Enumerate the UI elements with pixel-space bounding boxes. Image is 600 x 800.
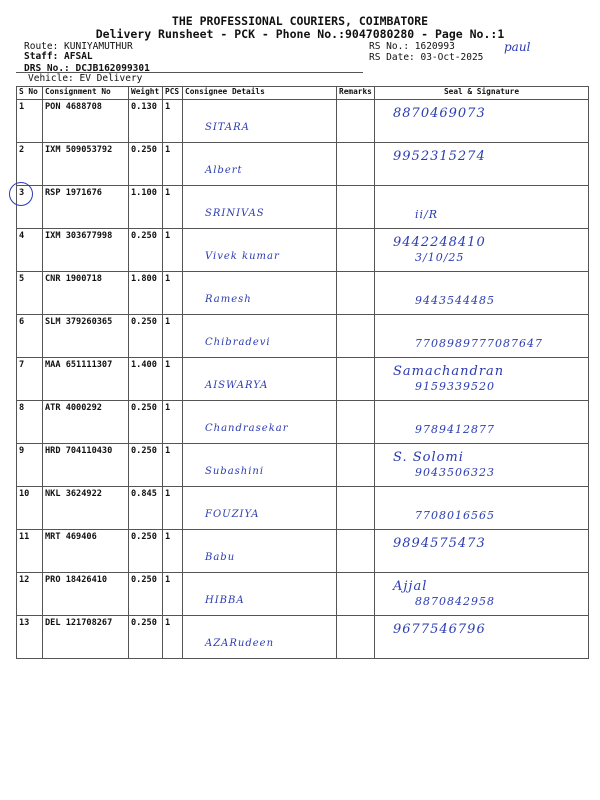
row-pcs: 1 [163, 100, 183, 143]
row-sno: 9 [17, 444, 43, 487]
row-pcs: 1 [163, 272, 183, 315]
consignee-handwriting: SRINIVAS [205, 208, 265, 219]
table-row [17, 100, 589, 143]
table-row [17, 444, 589, 487]
row-weight: 0.250 [129, 315, 163, 358]
signature-handwriting: 9894575473 [393, 536, 486, 551]
row-weight: 1.400 [129, 358, 163, 401]
row-remarks [337, 616, 375, 659]
signature-handwriting-secondary: ii/R [415, 208, 439, 221]
row-consignee [183, 358, 337, 401]
table-row [17, 530, 589, 573]
signature-handwriting-secondary: 3/10/25 [415, 251, 465, 264]
row-sno: 10 [17, 487, 43, 530]
row-weight: 0.250 [129, 143, 163, 186]
consignee-handwriting: AZARudeen [205, 638, 275, 649]
row-remarks [337, 573, 375, 616]
col-sno: S No [17, 87, 43, 100]
row-signature [375, 358, 589, 401]
row-consignment-no: MAA 651111307 [43, 358, 129, 401]
row-consignee [183, 616, 337, 659]
row-consignment-no: RSP 1971676 [43, 186, 129, 229]
row-signature [375, 401, 589, 444]
consignee-handwriting: Subashini [205, 466, 265, 477]
row-remarks [337, 530, 375, 573]
row-consignee [183, 186, 337, 229]
signature-handwriting-secondary: 9043506323 [415, 466, 495, 479]
row-consignee [183, 530, 337, 573]
row-remarks [337, 186, 375, 229]
signature-handwriting-secondary: 8870842958 [415, 595, 495, 608]
row-weight: 0.250 [129, 444, 163, 487]
row-pcs: 1 [163, 229, 183, 272]
col-weight: Weight [129, 87, 163, 100]
col-pcs: PCS [163, 87, 183, 100]
signature-handwriting: S. Solomi [393, 450, 464, 465]
row-pcs: 1 [163, 530, 183, 573]
row-sno: 1 [17, 100, 43, 143]
table-row [17, 573, 589, 616]
row-pcs: 1 [163, 315, 183, 358]
table-row [17, 401, 589, 444]
row-consignee [183, 229, 337, 272]
row-pcs: 1 [163, 143, 183, 186]
row-sno: 12 [17, 573, 43, 616]
row-pcs: 1 [163, 186, 183, 229]
signature-handwriting: 9952315274 [393, 149, 486, 164]
row-weight: 0.130 [129, 100, 163, 143]
drs-label: DRS No.: DCJB162099301 [24, 63, 150, 74]
consignee-handwriting: Chandrasekar [205, 423, 289, 434]
row-consignee [183, 100, 337, 143]
signature-handwriting: 8870469073 [393, 106, 486, 121]
row-consignment-no: PRO 18426410 [43, 573, 129, 616]
row-sno: 7 [17, 358, 43, 401]
row-remarks [337, 487, 375, 530]
col-consignee: Consignee Details [183, 87, 337, 100]
row-consignee [183, 315, 337, 358]
rs-no-label: RS No.: 1620993 [369, 41, 455, 52]
table-row [17, 186, 589, 229]
row-consignee [183, 487, 337, 530]
col-remarks: Remarks [337, 87, 375, 100]
signature-handwriting-secondary: 7708989777087647 [415, 337, 543, 350]
table-row [17, 616, 589, 659]
col-consignment: Consignment No [43, 87, 129, 100]
row-consignment-no: CNR 1900718 [43, 272, 129, 315]
row-consignment-no: DEL 121708267 [43, 616, 129, 659]
row-remarks [337, 143, 375, 186]
row-pcs: 1 [163, 573, 183, 616]
row-weight: 1.800 [129, 272, 163, 315]
row-consignee [183, 444, 337, 487]
row-consignee [183, 401, 337, 444]
row-sno: 11 [17, 530, 43, 573]
row-remarks [337, 358, 375, 401]
consignee-handwriting: Chibradevi [205, 337, 271, 348]
table-row [17, 143, 589, 186]
row-signature [375, 573, 589, 616]
row-consignment-no: IXM 509053792 [43, 143, 129, 186]
row-weight: 0.845 [129, 487, 163, 530]
row-weight: 0.250 [129, 616, 163, 659]
consignee-handwriting: FOUZIYA [205, 509, 260, 520]
row-pcs: 1 [163, 401, 183, 444]
signature-handwriting: Ajjal [393, 579, 428, 594]
signature-handwriting-secondary: 9443544485 [415, 294, 495, 307]
signature-handwriting-secondary: 7708016565 [415, 509, 495, 522]
delivery-table [16, 86, 589, 659]
row-signature [375, 186, 589, 229]
row-pcs: 1 [163, 358, 183, 401]
row-remarks [337, 272, 375, 315]
consignee-handwriting: Ramesh [205, 294, 252, 305]
route-label: Route: KUNIYAMUTHUR [24, 41, 133, 52]
signature-handwriting: 9677546796 [393, 622, 486, 637]
row-sno: 13 [17, 616, 43, 659]
row-consignment-no: MRT 469406 [43, 530, 129, 573]
top-signature: paul [504, 40, 531, 54]
company-title: THE PROFESSIONAL COURIERS, COIMBATORE [171, 14, 429, 28]
row-3-circle-mark [9, 182, 33, 206]
vehicle-label: Vehicle: EV Delivery [28, 73, 143, 84]
row-signature [375, 616, 589, 659]
row-consignment-no: ATR 4000292 [43, 401, 129, 444]
row-signature [375, 143, 589, 186]
row-sno: 6 [17, 315, 43, 358]
rs-date-label: RS Date: 03-Oct-2025 [369, 52, 484, 63]
row-remarks [337, 229, 375, 272]
signature-handwriting: Samachandran [393, 364, 505, 379]
signature-handwriting-secondary: 9159339520 [415, 380, 495, 393]
row-sno: 4 [17, 229, 43, 272]
row-weight: 0.250 [129, 573, 163, 616]
row-consignment-no: HRD 704110430 [43, 444, 129, 487]
row-signature [375, 272, 589, 315]
row-signature [375, 229, 589, 272]
row-weight: 1.100 [129, 186, 163, 229]
row-consignee [183, 143, 337, 186]
row-signature [375, 530, 589, 573]
table-row [17, 272, 589, 315]
signature-handwriting: 9442248410 [393, 235, 486, 250]
row-weight: 0.250 [129, 530, 163, 573]
row-remarks [337, 100, 375, 143]
row-consignee [183, 573, 337, 616]
row-pcs: 1 [163, 444, 183, 487]
row-pcs: 1 [163, 487, 183, 530]
row-sno: 8 [17, 401, 43, 444]
row-remarks [337, 315, 375, 358]
table-row [17, 229, 589, 272]
signature-handwriting-secondary: 9789412877 [415, 423, 495, 436]
row-consignment-no: NKL 3624922 [43, 487, 129, 530]
row-signature [375, 100, 589, 143]
consignee-handwriting: HIBBA [205, 595, 245, 606]
consignee-handwriting: SITARA [205, 122, 250, 133]
runsheet-subtitle: Delivery Runsheet - PCK - Phone No.:9047080280 - Page No.:1 [95, 27, 505, 41]
consignee-handwriting: AISWARYA [205, 380, 269, 391]
consignee-handwriting: Babu [205, 552, 236, 563]
table-row [17, 358, 589, 401]
row-signature [375, 315, 589, 358]
row-remarks [337, 444, 375, 487]
row-pcs: 1 [163, 616, 183, 659]
header-divider [16, 72, 363, 73]
row-weight: 0.250 [129, 401, 163, 444]
consignee-handwriting: Vivek kumar [205, 251, 280, 262]
table-row [17, 315, 589, 358]
table-row [17, 487, 589, 530]
consignee-handwriting: Albert [205, 165, 243, 176]
row-weight: 0.250 [129, 229, 163, 272]
staff-label: Staff: AFSAL [24, 51, 93, 62]
row-consignment-no: IXM 303677998 [43, 229, 129, 272]
row-consignment-no: SLM 379260365 [43, 315, 129, 358]
row-remarks [337, 401, 375, 444]
row-signature [375, 487, 589, 530]
row-sno: 3 [17, 186, 43, 229]
row-sno: 2 [17, 143, 43, 186]
row-consignment-no: PON 4688708 [43, 100, 129, 143]
row-consignee [183, 272, 337, 315]
row-signature [375, 444, 589, 487]
table-header-row [17, 87, 589, 100]
col-signature: Seal & Signature [375, 87, 589, 100]
row-sno: 5 [17, 272, 43, 315]
